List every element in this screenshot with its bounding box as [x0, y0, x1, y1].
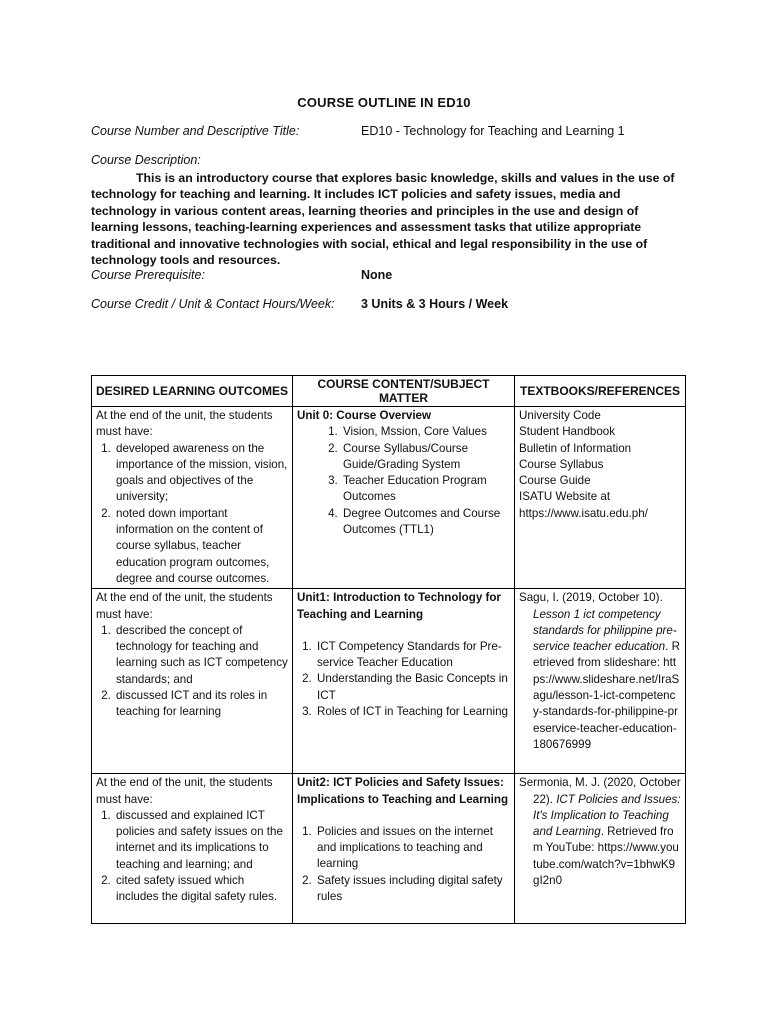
references-cell [515, 407, 686, 589]
list-item: 4. Degree Outcomes and Course Outcomes (TTL1) [341, 506, 510, 539]
list-item: 3. Teacher Education Program Outcomes [341, 473, 510, 506]
outcomes-list [96, 808, 288, 906]
list-item: 2. Understanding the Basic Concepts in ICT [315, 671, 510, 704]
references-cell [515, 589, 686, 774]
content-list [297, 424, 510, 538]
reference-item: Course Guide [519, 474, 591, 488]
outcomes-intro: At the end of the unit, the students must have: [96, 409, 273, 439]
reference-title: Lesson 1 ict competency standards for philippine pre-service teacher education [533, 607, 677, 654]
unit-title: Unit 0: Course Overview [297, 409, 432, 422]
outcomes-list [96, 623, 288, 721]
course-prerequisite-value: None [361, 268, 393, 282]
list-item: 2. noted down important information on the content of course syllabus, teacher education program outcomes, degree and course outcomes. [114, 506, 288, 587]
reference-source[interactable]: . Retrieved from slideshare: https://www.slideshare.net/IraSagu/lesson-1-ict-competency-standards-for-philippine-preservice-teacher-education-180676999 [533, 640, 680, 751]
course-outline-table [91, 375, 686, 924]
list-item: 1. ICT Competency Standards for Pre-service Teacher Education [315, 639, 510, 672]
course-description-text: This is an introductory course that explores basic knowledge, skills and values in the use of technology for teaching and learning. It includes ICT policies and safety issues, media and technology in various content areas, learning theories and principles in the use and design of learning lessons, teaching-learning experiences and assessment tasks that utilize appropriate traditional and innovative technologies with social, ethical and legal responsibility in the use of technology tools and resources. [91, 171, 675, 268]
outcomes-intro: At the end of the unit, the students must have: [96, 776, 273, 806]
header-references: TEXTBOOKS/REFERENCES [515, 376, 686, 407]
course-prerequisite-label: Course Prerequisite: [91, 268, 205, 282]
list-item: 1. Policies and issues on the internet and implications to teaching and learning [315, 824, 510, 873]
content-cell [293, 589, 515, 774]
reference-item [519, 775, 681, 889]
table-row [92, 589, 686, 774]
outcomes-cell [92, 774, 293, 924]
reference-item [519, 590, 681, 753]
table-header-row [92, 376, 686, 407]
reference-item: Bulletin of Information [519, 441, 632, 455]
course-number-label: Course Number and Descriptive Title: [91, 124, 300, 138]
list-item: 1. discussed and explained ICT policies and safety issues on the internet and its implications to teaching and learning; and [114, 808, 288, 873]
spacer [297, 808, 510, 824]
list-item: 3. Roles of ICT in Teaching for Learning [315, 704, 510, 720]
list-item: 2. Safety issues including digital safety rules [315, 873, 510, 906]
reference-item: University Code [519, 409, 601, 422]
references-cell [515, 774, 686, 924]
list-item: 1. developed awareness on the importance of the mission, vision, goals and objectives of the university; [114, 441, 288, 506]
course-credit-label: Course Credit / Unit & Contact Hours/Week: [91, 297, 335, 311]
outcomes-cell [92, 407, 293, 589]
content-cell [293, 407, 515, 589]
unit-title: Unit2: ICT Policies and Safety Issues: Implications to Teaching and Learning [297, 776, 509, 806]
outcomes-cell [92, 589, 293, 774]
content-cell [293, 774, 515, 924]
reference-item: Student Handbook [519, 425, 616, 439]
outcomes-intro: At the end of the unit, the students must have: [96, 591, 273, 621]
reference-author: Sagu, I. (2019, October 10). [519, 591, 663, 605]
table-row [92, 407, 686, 589]
reference-item: Course Syllabus [519, 457, 604, 471]
list-item: 1. Vision, Mssion, Core Values [341, 424, 510, 440]
reference-item: ISATU Website at [519, 490, 611, 504]
reference-title: ICT Policies and Issues: It's Implication to Teaching and Learning [533, 792, 681, 839]
reference-source[interactable]: . Retrieved from YouTube: https://www.youtube.com/watch?v=1bhwK9gI2n0 [533, 825, 679, 888]
content-list [297, 824, 510, 905]
document-title: COURSE OUTLINE IN ED10 [297, 95, 471, 110]
course-description-label: Course Description: [91, 153, 201, 167]
table-row [92, 774, 686, 924]
header-learning-outcomes: DESIRED LEARNING OUTCOMES [92, 376, 293, 407]
reference-link[interactable]: https://www.isatu.edu.ph/ [519, 506, 648, 520]
list-item: 2. discussed ICT and its roles in teaching for learning [114, 688, 288, 721]
list-item: 2. cited safety issued which includes the digital safety rules. [114, 873, 288, 906]
spacer [297, 623, 510, 639]
content-list [297, 639, 510, 720]
list-item: 1. described the concept of technology for teaching and learning such as ICT competency standards; and [114, 623, 288, 688]
reference-author: Sermonia, M. J. (2020, October 22). [519, 776, 681, 806]
header-course-content: COURSE CONTENT/SUBJECT MATTER [293, 376, 515, 407]
outcomes-list [96, 441, 288, 588]
course-credit-value: 3 Units & 3 Hours / Week [361, 297, 509, 311]
unit-title: Unit1: Introduction to Technology for Teaching and Learning [297, 591, 501, 621]
course-number-value: ED10 - Technology for Teaching and Learning 1 [361, 124, 625, 138]
list-item: 2. Course Syllabus/Course Guide/Grading System [341, 441, 510, 474]
